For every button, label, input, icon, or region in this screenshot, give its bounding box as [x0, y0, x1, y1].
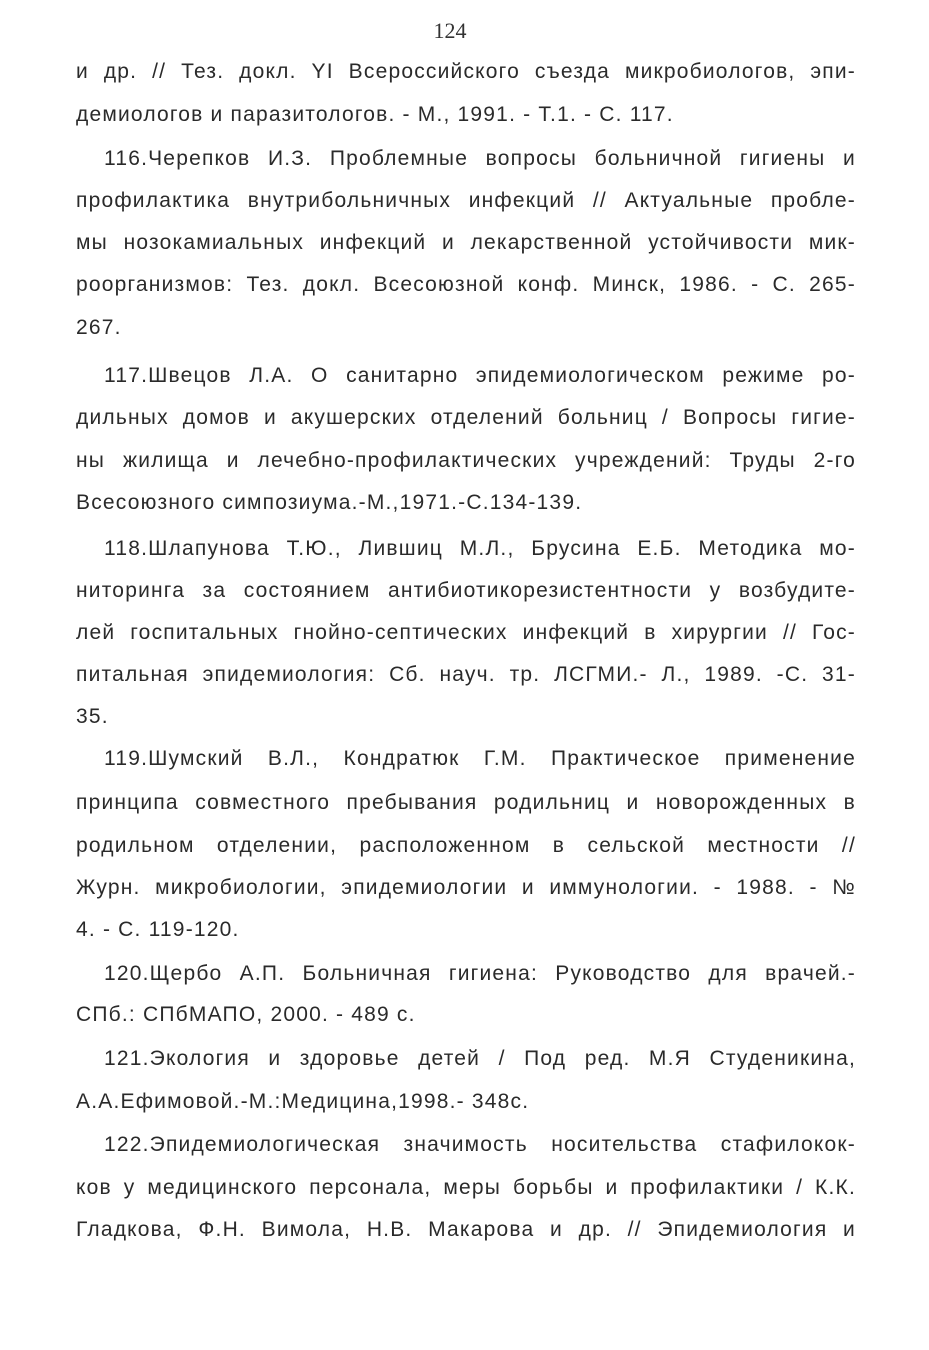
text-line: мы нозокамиальных инфекций и лекарственной устойчивости мик- — [76, 231, 856, 254]
text-line: А.А.Ефимовой.-М.:Медицина,1998.- 348с. — [76, 1090, 530, 1113]
text-line: родильном отделении, расположенном в сельской местности // — [76, 834, 856, 857]
text-line: Журн. микробиологии, эпидемиологии и иммунологии. - 1988. - № — [76, 876, 856, 899]
text-line: ны жилища и лечебно-профилактических учреждений: Труды 2-го — [76, 449, 856, 472]
text-line: демиологов и паразитологов. - М., 1991. - Т.1. - С. 117. — [76, 103, 674, 126]
text-line: 119.Шумский В.Л., Кондратюк Г.М. Практическое применение — [104, 747, 856, 770]
text-line: 35. — [76, 705, 109, 728]
text-line: 122.Эпидемиологическая значимость носительства стафилокок- — [104, 1133, 856, 1156]
text-line: 120.Щербо А.П. Больничная гигиена: Руководство для врачей.- — [104, 962, 856, 985]
text-line: принципа совместного пребывания родильниц и новорожденных в — [76, 791, 856, 814]
text-line: дильных домов и акушерских отделений больниц / Вопросы гигие- — [76, 406, 856, 429]
text-line: 117.Швецов Л.А. О санитарно эпидемиологическом режиме ро- — [104, 364, 856, 387]
text-line: СПб.: СПбМАПО, 2000. - 489 с. — [76, 1003, 416, 1026]
text-line: питальная эпидемиология: Сб. науч. тр. ЛСГМИ.- Л., 1989. -С. 31- — [76, 663, 856, 686]
text-line: 4. - С. 119-120. — [76, 918, 240, 941]
text-line: 267. — [76, 316, 122, 339]
text-line: ниторинга за состоянием антибиотикорезистентности у возбудите- — [76, 579, 856, 602]
text-line: 118.Шлапунова Т.Ю., Лившиц М.Л., Брусина Е.Б. Методика мо- — [104, 537, 856, 560]
text-line: Гладкова, Ф.Н. Вимола, Н.В. Макарова и др. // Эпидемиология и — [76, 1218, 856, 1241]
text-line: Всесоюзного симпозиума.-М.,1971.-С.134-139. — [76, 491, 583, 514]
page-number: 124 — [433, 18, 467, 43]
text-line: 121.Экология и здоровье детей / Под ред. М.Я Студеникина, — [104, 1047, 856, 1070]
text-line: 116.Черепков И.З. Проблемные вопросы больничной гигиены и — [104, 147, 856, 170]
text-line: лей госпитальных гнойно-септических инфекций в хирургии // Гос- — [76, 621, 856, 644]
text-line: ков у медицинского персонала, меры борьбы и профилактики / К.К. — [76, 1176, 856, 1199]
text-line: профилактика внутрибольничных инфекций // Актуальные пробле- — [76, 189, 856, 212]
text-line: роорганизмов: Тез. докл. Всесоюзной конф. Минск, 1986. - С. 265- — [76, 273, 856, 296]
text-line: и др. // Тез. докл. YI Всероссийского съезда микробиологов, эпи- — [76, 60, 856, 83]
